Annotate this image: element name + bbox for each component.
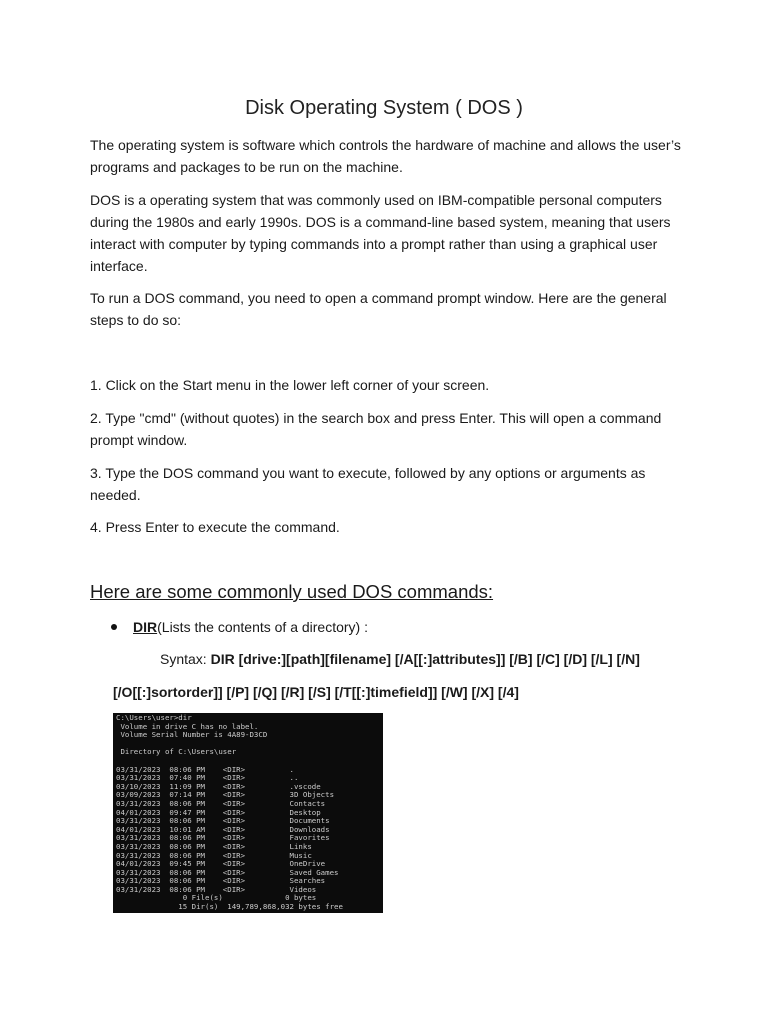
console-line: 03/31/2023 08:06 PM <DIR> Saved Games (116, 867, 339, 877)
syntax-label: Syntax: (160, 651, 211, 667)
dir-syntax-line-1 (160, 648, 640, 670)
console-line: 03/31/2023 08:06 PM <DIR> Music (116, 850, 312, 860)
intro-paragraph: The operating system is software which controls the hardware of machine and allows the user’s programs and packages to be run on the machine. (90, 137, 681, 175)
console-line: C:\Users\user>dir (116, 713, 192, 722)
run-command-paragraph: To run a DOS command, you need to open a command prompt window. Here are the general steps to do so: (90, 290, 667, 328)
dir-command-description: (Lists the contents of a directory) : (157, 619, 368, 635)
console-line: 03/31/2023 08:06 PM <DIR> Favorites (116, 833, 330, 843)
console-line: 04/01/2023 10:01 AM <DIR> Downloads (116, 824, 330, 834)
console-line: Directory of C:\Users\user (116, 747, 237, 757)
commands-heading: Here are some commonly used DOS commands: (90, 581, 494, 602)
console-line: 03/31/2023 08:06 PM <DIR> Documents (116, 816, 330, 826)
step-item: 3. Type the DOS command you want to execute, followed by any options or arguments as needed. (90, 465, 646, 503)
console-line: 03/31/2023 08:06 PM <DIR> Videos (116, 884, 317, 894)
console-line: 03/31/2023 08:06 PM <DIR> Contacts (116, 798, 326, 808)
console-line: 03/09/2023 07:14 PM <DIR> 3D Objects (116, 790, 335, 800)
console-line: 03/10/2023 11:09 PM <DIR> .vscode (116, 781, 321, 791)
console-line: 03/31/2023 08:06 PM <DIR> Links (116, 841, 312, 851)
console-line: 0 File(s) 0 bytes (116, 893, 317, 903)
dir-syntax-text-1: DIR [drive:][path][filename] [/A[[:]attributes]] [/B] [/C] [/D] [/L] [/N] (210, 651, 640, 667)
page-title: Disk Operating System ( DOS ) (245, 97, 523, 119)
dos-description-paragraph: DOS is a operating system that was commonly used on IBM-compatible personal computers during the 1980s and early 1990s. DOS is a command-line based system, meaning that users interact with computer by typing commands into a prompt rather than using a graphical user interface. (90, 192, 671, 274)
dir-command-bullet (111, 616, 368, 638)
console-line: 03/31/2023 08:06 PM <DIR> Searches (116, 876, 326, 886)
console-line: 04/01/2023 09:47 PM <DIR> Desktop (116, 807, 321, 817)
console-line: 04/01/2023 09:45 PM <DIR> OneDrive (116, 859, 326, 869)
dir-syntax-line-2: [/O[[:]sortorder]] [/P] [/Q] [/R] [/S] [/T[[:]timefield]] [/W] [/X] [/4] (113, 684, 519, 700)
dir-command-name: DIR (133, 619, 158, 635)
console-line: Volume in drive C has no label. (116, 721, 259, 731)
console-line: Volume Serial Number is 4A89-D3CD (116, 730, 268, 740)
command-prompt-screenshot (113, 713, 383, 913)
bullet-icon (111, 624, 117, 630)
step-item: 2. Type "cmd" (without quotes) in the search box and press Enter. This will open a command prompt window. (90, 410, 662, 448)
step-item: 4. Press Enter to execute the command. (90, 519, 340, 535)
console-line: 03/31/2023 07:40 PM <DIR> .. (116, 773, 299, 783)
console-line: 03/31/2023 08:06 PM <DIR> . (116, 764, 294, 774)
console-line: 15 Dir(s) 149,789,868,032 bytes free (116, 902, 343, 912)
step-item: 1. Click on the Start menu in the lower left corner of your screen. (90, 377, 490, 393)
